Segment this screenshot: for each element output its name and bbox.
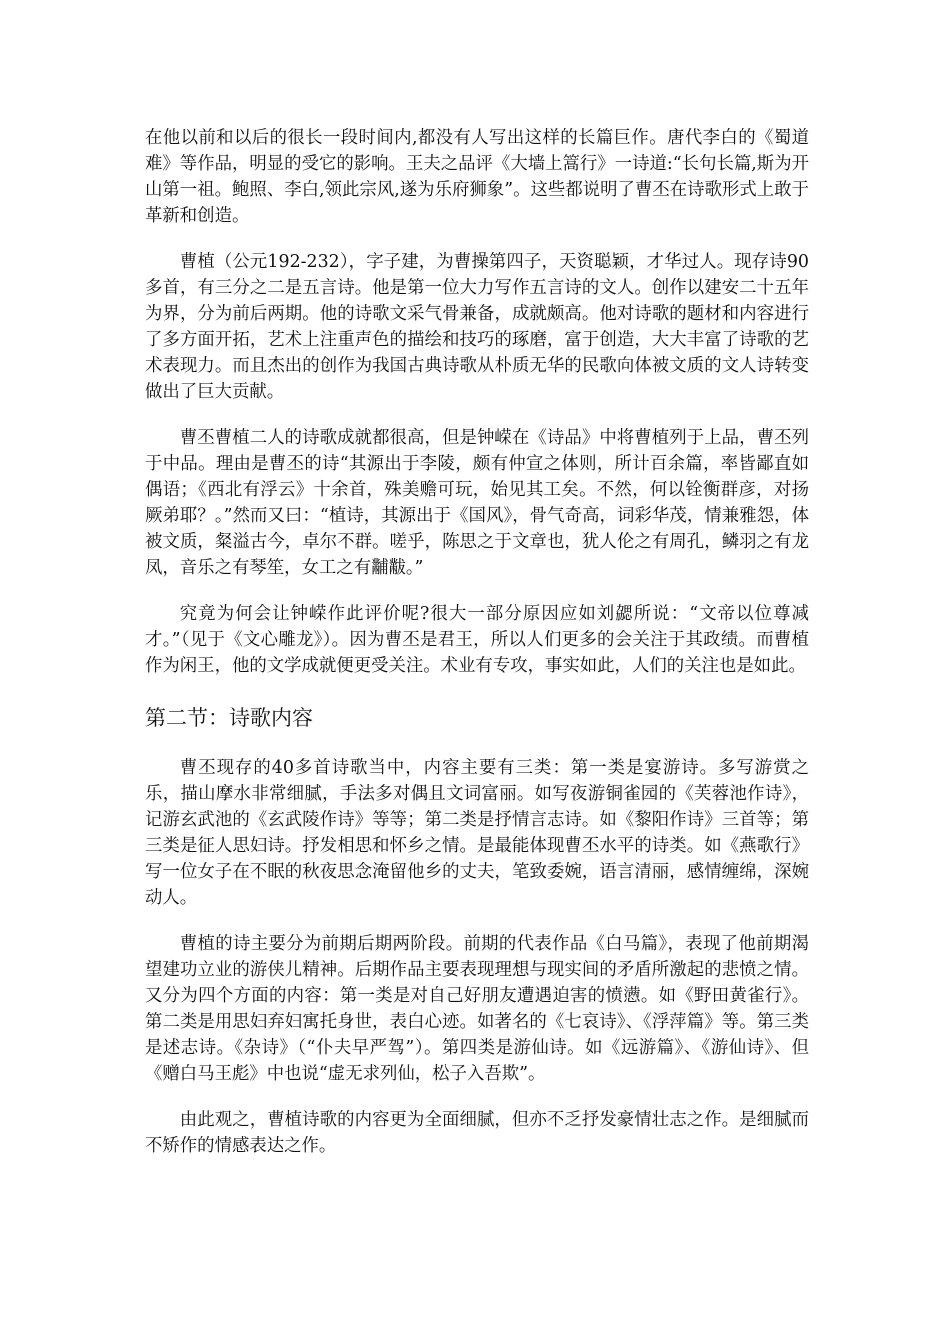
- paragraph-gap: [145, 405, 809, 425]
- document-page: [145, 125, 809, 1159]
- paragraph-shipin-ranking: 曹丕曹植二人的诗歌成就都很高，但是钟嵘在《诗品》中将曹植列于上品，曹丕列于中品。理由是曹丕的诗“其源出于李陵，颇有仲宣之体则，所计百余篇，率皆鄙直如偶语；《西北有浮云》十余首，殊美赡可玩，始见其工矣。不然，何以铨衡群彦，对扬厥弟耶？。”然而又曰：“植诗，其源出于《国风》，骨气奇高，词彩华茂，情兼雅怨，体被文质，粲溢古今，卓尔不群。嗟乎，陈思之于文章也，犹人伦之有周孔，鳞羽之有龙凤，音乐之有琴笙，女工之有黼黻。”: [145, 428, 809, 578]
- paragraph-conclusion: 由此观之，曹植诗歌的内容更为全面细腻，但亦不乏抒发豪情壮志之作。是细腻而不矫作的情感表达之作。: [145, 1110, 809, 1156]
- paragraph-gap: [145, 1087, 809, 1107]
- paragraph-caozhi-intro: 曹植（公元192-232），字子建，为曹操第四子，天资聪颖，才华过人。现存诗90多首，有三分之二是五言诗。他是第一位大力写作五言诗的文人。创作以建安二十五年为界，分为前后两期。他的诗歌文采气骨兼备，成就颇高。他对诗歌的题材和内容进行了多方面开拓，艺术上注重声色的描绘和技巧的琢磨，富于创造，大大丰富了诗歌的艺术表现力。而且杰出的创作为我国古典诗歌从朴质无华的民歌向体被文质的文人诗转变做出了巨大贡献。: [145, 252, 809, 402]
- paragraph-gap: [145, 581, 809, 601]
- paragraph-ranking-reason: 究竟为何会让钟嵘作此评价呢?很大一部分原因应如刘勰所说：“文帝以位尊减才。”（见于《文心雕龙》）。因为曹丕是君王，所以人们更多的会关注于其政绩。而曹植作为闲王，他的文学成就便更受关注。术业有专攻，事实如此，人们的关注也是如此。: [145, 604, 809, 676]
- paragraph-gap: [145, 229, 809, 249]
- paragraph-caopi-content: 曹丕现存的40多首诗歌当中，内容主要有三类：第一类是宴游诗。多写游赏之乐，描山摩水非常细腻，手法多对偶且文词富丽。如写夜游铜雀园的《芙蓉池作诗》，记游玄武池的《玄武陵作诗》等等；第二类是抒情言志诗。如《黎阳作诗》三首等；第三类是征人思妇诗。抒发相思和怀乡之情。是最能体现曹丕水平的诗类。如《燕歌行》写一位女子在不眠的秋夜思念淹留他乡的丈夫，笔致委婉，语言清丽，感情缠绵，深婉动人。: [145, 758, 809, 908]
- section-heading: 第二节：诗歌内容: [145, 706, 313, 730]
- paragraph-caopi-form-innovation: 在他以前和以后的很长一段时间内,都没有人写出这样的长篇巨作。唐代李白的《蜀道难》等作品，明显的受它的影响。王夫之品评《大墙上篙行》一诗道:“长句长篇,斯为开山第一祖。鲍照、李白,领此宗风,遂为乐府狮象”。这些都说明了曹丕在诗歌形式上敢于革新和创造。: [145, 128, 809, 226]
- paragraph-gap: [145, 911, 809, 931]
- paragraph-caozhi-content: 曹植的诗主要分为前期后期两阶段。前期的代表作品《白马篇》，表现了他前期渴望建功立业的游侠儿精神。后期作品主要表现理想与现实间的矛盾所激起的悲愤之情。又分为四个方面的内容：第一类是对自己好朋友遭遇迫害的愤懑。如《野田黄雀行》。第二类是用思妇弃妇寓托身世，表白心迹。如著名的《七哀诗》、《浮萍篇》等。第三类是述志诗。《杂诗》（“仆夫早严驾”）。第四类是游仙诗。如《远游篇》、《游仙诗》、但《赠白马王彪》中也说“虚无求列仙，松子入吾欺”。: [145, 934, 809, 1084]
